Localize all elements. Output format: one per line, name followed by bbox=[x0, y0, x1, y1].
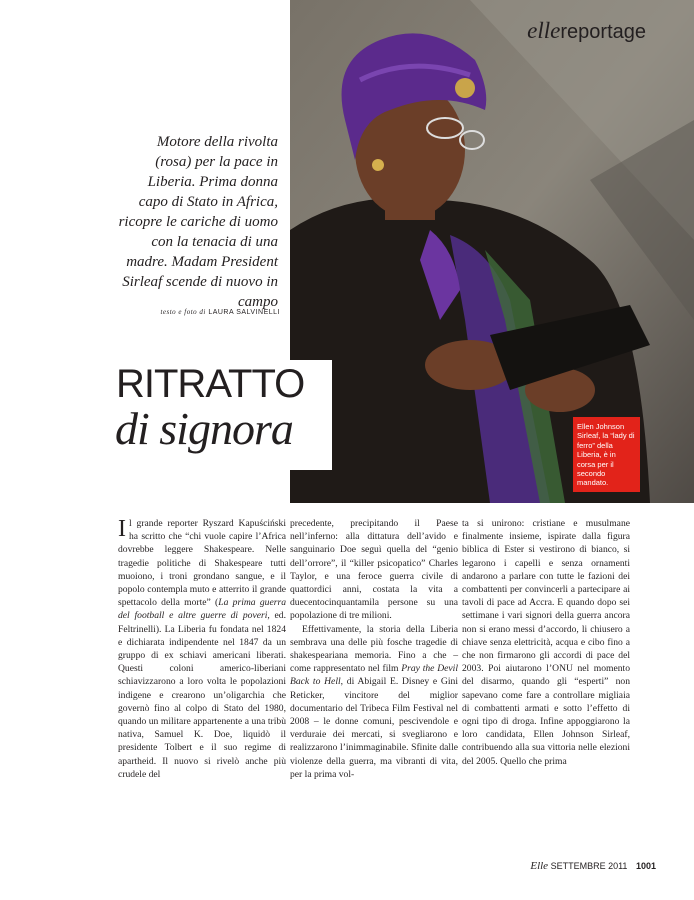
col3-para-1: ta si unirono: cristiane e musulmane finalmente insieme, ispirate dalla figura biblica di Ester si vestirono di bianco, si legarono i capelli e senza ornamenti andarono a parlare con tutte le fazioni dei combattenti per convincerli a partecipare ai tavoli di pace ad Accra. E quando dopo sei settimane i vari signori della guerra ancora non si erano messi d’accordo, li chiusero a chiave senza elettricità, acqua e cibo fino a che non firmarono gli accordi di pace del 2003. Poi aiutarono l’ONU nel momento del disarmo, quando gli “esperti” non sapevano come fare a controllare migliaia di combattenti armati e sotto l’effetto di ogni tipo di droga. Infine appoggiarono la loro candidata, Ellen Johnson Sirleaf, contribuendo alla sua vittoria nelle elezioni del 2005. Quello che prima bbox=[462, 518, 630, 767]
drop-cap: I bbox=[118, 516, 126, 542]
headline-line2: di signora bbox=[115, 403, 293, 454]
section-brand: elle bbox=[527, 18, 561, 43]
col1-text-b: , ed. Feltrinelli). La Liberia fu fondata nel 1824 e dichiarata indipendente nel 1847 da un gruppo di ex schiavi americani liberati. Questi coloni americo-liberiani schiavizzarono a loro volta le popolazioni indigene e crearono un’oligarchia che governò fino al colpo di Stato del 1980, quando un militare appartenente a una tribù nativa, Samuel K. Doe, liquidò il presidente Tolbert e il suo regime di apartheid. Il nuovo si rivelò anche più crudele del bbox=[118, 610, 286, 780]
byline bbox=[130, 308, 280, 316]
col2-text-b: , di Abigail E. Disney e Gini Reticker, vincitore del miglior documentario del Tribeca Film Festival nel 2008 – le donne comuni, pescivendole e verduraie dei mercati, si svegliarono e realizzarono l’inimmaginabile. Sfinite dalle violenze della guerra, ma vibranti di vita, per la prima vol- bbox=[290, 676, 458, 780]
page-footer bbox=[530, 860, 656, 872]
byline-prefix: testo e foto di bbox=[160, 308, 206, 316]
col1-text-a: l grande reporter Ryszard Kapuściński ha scritto che “chi vuole capire l’Africa dovrebbe leggere Shakespeare. Nelle tragedie politiche di Shakespeare tutti muoiono, i troni grondano sangue, e il popolo contempla muto e atterrito il grande spettacolo della morte” ( bbox=[118, 518, 286, 609]
film-title: Pray the Devil Back to Hell bbox=[290, 663, 458, 688]
page-number: 1001 bbox=[635, 861, 656, 871]
book-title: La prima guerra del football e altre guerre di poveri bbox=[118, 597, 286, 622]
article-column-2 bbox=[290, 517, 458, 781]
footer-brand: Elle bbox=[530, 860, 549, 872]
byline-author: LAURA SALVINELLI bbox=[208, 309, 280, 316]
article-body bbox=[118, 517, 638, 847]
article-column-3 bbox=[462, 517, 630, 768]
section-name: reportage bbox=[560, 21, 646, 43]
section-tag bbox=[527, 18, 646, 44]
article-column-1 bbox=[118, 517, 286, 781]
col2-para-1: precedente, precipitando il Paese nell’inferno: alla dittatura dell’avido e sanguinario Doe seguì quella del “genio dell’orrore”, il “killer psicopatico” Charles Taylor, e una feroce guerra civile di quattordici anni, costata la vita a duecentocinquantamila persone su una popolazione di tre milioni. bbox=[290, 518, 458, 622]
photo-caption: Ellen Johnson Sirleaf, la “lady di ferro” della Liberia, è in corsa per il secondo mandato. bbox=[573, 417, 640, 492]
standfirst: Motore della rivolta (rosa) per la pace in Liberia. Prima donna capo di Stato in Africa, ricopre le cariche di uomo con la tenacia di una madre. Madam President Sirleaf scende di nuovo in campo bbox=[118, 134, 278, 310]
footer-issue: SETTEMBRE 2011 bbox=[550, 861, 628, 871]
headline-line1: RITRATTO bbox=[116, 362, 305, 406]
col2-text-a: Effettivamente, la storia della Liberia sembrava una delle più fosche tragedie di shakespeariana memoria. Fino a che – come rappresentato nel film bbox=[290, 623, 458, 675]
